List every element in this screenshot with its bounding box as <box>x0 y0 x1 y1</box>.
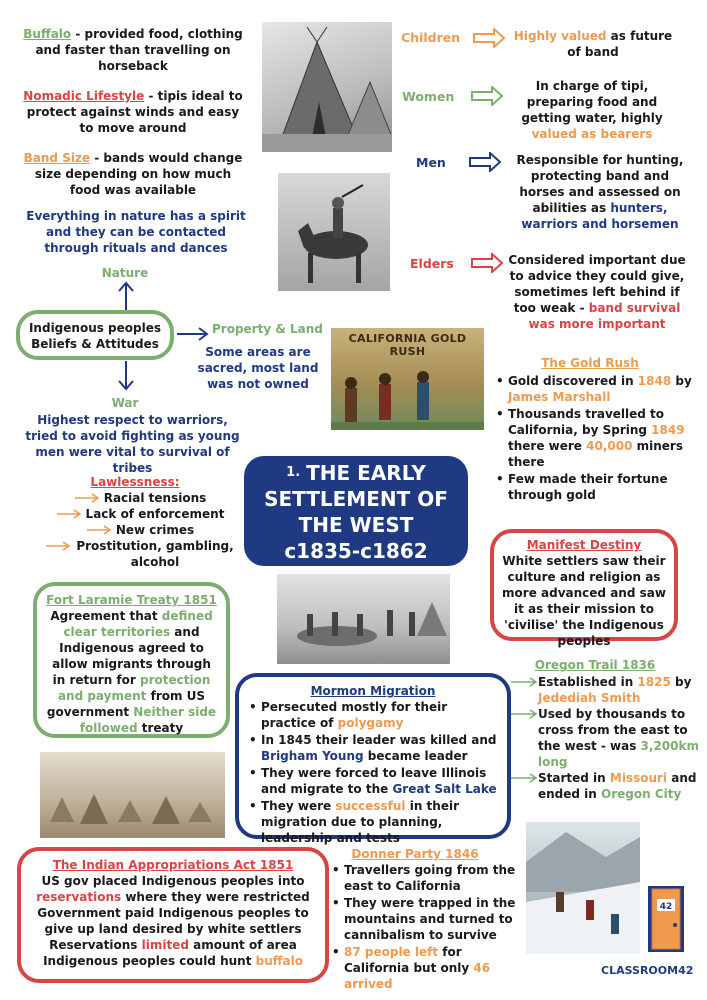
beliefs-nature-label: Nature <box>101 266 149 280</box>
role-children-desc <box>508 28 678 60</box>
tipi-icon <box>262 22 392 152</box>
children-text: as future of band <box>567 29 673 59</box>
page-title <box>244 456 468 566</box>
arrow-right-icon <box>56 509 82 519</box>
donner-list <box>330 862 516 993</box>
arrow-right-icon <box>510 676 538 688</box>
nomadic-text: - tipis ideal to protect against winds and easy to move around <box>26 89 243 135</box>
lawlessness-heading: Lawlessness: <box>90 475 180 489</box>
manifest-destiny-box <box>490 529 678 648</box>
beliefs-property-desc: Some areas are sacred, most land was not owned <box>197 345 319 391</box>
laramie-text: Agreement that defined clear territories and Indigenous agreed to allow migrants through in return for protection and payment from US government Neither side followed treaty <box>46 609 217 735</box>
gold-rush-list <box>494 373 694 504</box>
arrow-right-icon <box>470 86 504 106</box>
lawlessness-item: New crimes <box>30 522 250 538</box>
gold-rush-heading: The Gold Rush <box>541 356 639 370</box>
manifest-heading: Manifest Destiny <box>526 538 642 552</box>
appropriations-heading: The Indian Appropriations Act 1851 <box>52 858 294 872</box>
men-highlight: hunters, warriors and horsemen <box>521 201 679 231</box>
tipi-village-icon <box>40 752 225 838</box>
classroom42-logo <box>647 885 685 953</box>
beliefs-war-desc: Highest respect to warriors, tried to avoid fighting as young men were vital to survival of tribes <box>25 413 240 475</box>
arrow-right-icon <box>468 152 502 172</box>
gold-rush-item: • Gold discovered in 1848 by James Marshall <box>508 373 694 405</box>
women-text: In charge of tipi, preparing food and getting water, highly <box>521 79 663 125</box>
band-size-note <box>18 150 248 198</box>
beliefs-war-label: War <box>111 396 139 410</box>
arrow-right-icon <box>510 708 538 720</box>
arrow-right-icon <box>510 772 538 784</box>
role-elders-label: Elders <box>410 256 454 271</box>
arrow-down-icon <box>116 360 136 392</box>
beliefs-property-label: Property & Land <box>212 322 323 336</box>
role-women-label: Women <box>402 89 455 104</box>
donner-item: • 87 people left for California but only 46 arrived <box>344 944 516 992</box>
lawlessness-item: Prostitution, gambling, alcohol <box>30 538 250 570</box>
buffalo-text: - provided food, clothing and faster than travelling on horseback <box>35 27 243 73</box>
laramie-heading: Fort Laramie Treaty 1851 <box>46 593 217 607</box>
oregon-list <box>510 674 700 802</box>
buffalo-term: Buffalo <box>23 27 72 41</box>
beliefs-center-box <box>16 310 174 360</box>
arrow-right-icon <box>472 28 506 48</box>
arrow-right-icon <box>176 326 210 342</box>
title-line3: THE WEST <box>298 513 414 537</box>
spirit-note: Everything in nature has a spirit and they can be contacted through rituals and dances <box>26 209 246 255</box>
gold-rush-item: • Few made their fortune through gold <box>508 471 694 503</box>
donner-snow-illustration <box>526 822 640 954</box>
donner-item: • They were trapped in the mountains and turned to cannibalism to survive <box>344 895 516 943</box>
oregon-item: Established in 1825 by Jedediah Smith <box>510 674 700 706</box>
title-number: 1. <box>286 465 301 480</box>
lawlessness-item: Lack of enforcement <box>30 506 250 522</box>
settlers-camp-illustration <box>277 574 450 664</box>
appropriations-act-box <box>17 847 329 983</box>
title-line2: SETTLEMENT OF <box>264 487 448 511</box>
horse-rider-illustration <box>278 173 390 291</box>
band-size-text: - bands would change size depending on how much food was available <box>34 151 243 197</box>
title-line1: THE EARLY <box>306 461 426 485</box>
role-elders-desc <box>508 252 686 332</box>
men-text: Responsible for hunting, protecting band and horses and assessed on abilities as <box>516 153 684 215</box>
band-size-term: Band Size <box>23 151 91 165</box>
classroom42-text: CLASSROOM42 <box>601 964 694 977</box>
buffalo-note <box>18 26 248 74</box>
miners-icon <box>331 358 484 430</box>
oregon-item: Used by thousands to cross from the east to the west - was 3,200km long <box>510 706 700 770</box>
donner-item: • Travellers going from the east to California <box>344 862 516 894</box>
elders-text: Considered important due to advice they could give, sometimes left behind if too weak - <box>508 253 686 315</box>
beliefs-center-line2: Beliefs & Attitudes <box>31 337 159 351</box>
mormon-item: • They were successful in their migration due to planning, leadership and tests <box>261 798 499 846</box>
arrow-right-icon <box>470 253 504 273</box>
appropriations-text: US gov placed Indigenous peoples into reservations where they were restricted Government paid Indigenous peoples to give up land desired by white settlers Reservations limited amount of area Indigenous peoples could hunt buffalo <box>36 874 310 968</box>
lawlessness-item: Racial tensions <box>30 490 250 506</box>
donner-heading: Donner Party 1846 <box>351 847 479 861</box>
gold-rush-caption: CALIFORNIA GOLD RUSH <box>348 332 467 358</box>
gold-rush-item: • Thousands travelled to California, by Spring 1849 there were 40,000 miners there <box>508 406 694 470</box>
arrow-right-icon <box>74 493 100 503</box>
svg-text:42: 42 <box>659 902 673 912</box>
oregon-item: Started in Missouri and ended in Oregon City <box>510 770 700 802</box>
door-icon <box>647 885 685 953</box>
fort-laramie-box <box>33 582 230 738</box>
nomadic-note <box>18 88 248 136</box>
women-highlight: valued as bearers <box>531 127 653 141</box>
manifest-text: White settlers saw their culture and religion as more advanced and saw it as their mission to 'civilise' the Indigenous peoples <box>502 554 666 648</box>
mountain-snow-icon <box>526 822 640 954</box>
role-women-desc <box>503 78 681 142</box>
nomadic-term: Nomadic Lifestyle <box>23 89 145 103</box>
mormon-item: • Persecuted mostly for their practice of polygamy <box>261 699 499 731</box>
mormon-item: • In 1845 their leader was killed and Brigham Young became leader <box>261 732 499 764</box>
tipi-village-photo <box>40 752 225 838</box>
camp-icon <box>277 574 450 664</box>
gold-rush-illustration <box>331 328 484 430</box>
title-line4: c1835-c1862 <box>284 539 428 563</box>
arrow-right-icon <box>45 541 71 551</box>
tipi-illustration <box>262 22 392 152</box>
mormon-heading: Mormon Migration <box>310 684 436 698</box>
role-men-desc <box>512 152 688 232</box>
mormon-item: • They were forced to leave Illinois and migrate to the Great Salt Lake <box>261 765 499 797</box>
arrow-right-icon <box>86 525 112 535</box>
role-men-label: Men <box>416 155 446 170</box>
lawlessness-list <box>30 490 250 570</box>
children-highlight: Highly valued <box>513 29 607 43</box>
horse-rider-icon <box>278 173 390 291</box>
elders-highlight: band survival was more important <box>528 301 681 331</box>
arrow-up-icon <box>116 280 136 312</box>
oregon-heading: Oregon Trail 1836 <box>534 658 656 672</box>
beliefs-center-line1: Indigenous peoples <box>28 321 162 335</box>
mormon-migration-box <box>235 673 511 845</box>
role-children-label: Children <box>401 30 461 45</box>
